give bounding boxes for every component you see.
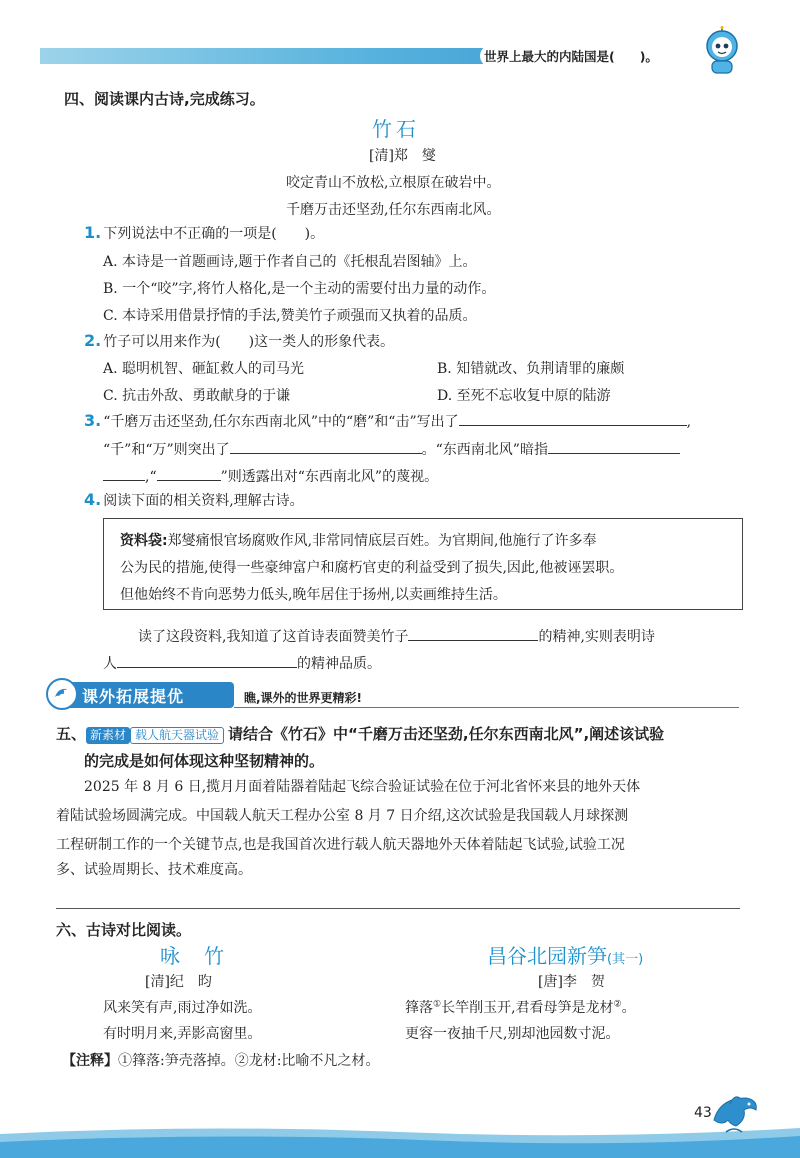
q1-number: 1. (84, 223, 102, 242)
page-number: 43 (694, 1105, 712, 1121)
footer-wave (0, 1118, 800, 1158)
q4-answer-line-1 (138, 626, 655, 646)
poem-left-author: [清]纪 昀 (145, 974, 212, 990)
poem-author: [清]郑 燮 (369, 148, 436, 164)
section5-answer-line[interactable] (56, 908, 740, 909)
poem-right-author: [唐]李 贺 (538, 974, 605, 990)
q1-option-a: A. 本诗是一首题画诗,题于作者自己的《托根乱岩图轴》上。 (103, 254, 477, 270)
q2-stem (84, 331, 394, 351)
footnote-2-mark: ② (613, 999, 622, 1010)
q4-answer-text-c: 人 (103, 656, 117, 672)
q2-option-b: B. 知错就改、负荆请罪的廉颇 (437, 361, 625, 377)
section5-question-text-1: 请结合《竹石》中“千磨万击还坚劲,任尔东西南北风”,阐述该试验 (228, 725, 665, 743)
material-text-1: 郑燮痛恨官场腐败作风,非常同情底层百姓。为官期间,他施行了许多奉 (167, 533, 597, 549)
q4-stem (84, 490, 304, 510)
q3-comma: , (686, 414, 692, 430)
q4-answer-text-a: 读了这段资料,我知道了这首诗表面赞美竹子 (138, 629, 409, 645)
q3-number: 3. (84, 411, 102, 430)
poem-right-line-1-b: 长竿削玉开,君看母笋是龙材 (441, 1000, 614, 1016)
material-line-2: 公为民的措施,使得一些豪绅富户和腐朽官吏的利益受到了损失,因此,他被诬罢职。 (120, 560, 624, 576)
section5-passage-2: 着陆试验场圆满完成。中国载人航天工程办公室 8 月 7 日介绍,这次试验是我国载人月球探测 (56, 808, 629, 824)
header-question: 世界上最大的内陆国是( )。 (484, 49, 658, 64)
notes-label: 【注释】 (62, 1053, 118, 1069)
poem-right-line-1-a: 箨落 (405, 1000, 433, 1016)
material-line-3: 但他始终不肯向恶势力低头,晚年居住于扬州,以卖画维持生活。 (120, 587, 507, 603)
poem-right-line-1-c: 。 (621, 1000, 636, 1016)
dolphin-emblem-icon (52, 684, 72, 704)
notes-text: ①箨落:笋壳落掉。②龙材:比喻不凡之材。 (118, 1053, 380, 1069)
poem-right-line-2: 更容一夜抽千尺,别却池园数寸泥。 (405, 1026, 620, 1042)
section6-title: 六、古诗对比阅读。 (56, 921, 192, 939)
q1-text: 下列说法中不正确的一项是( )。 (103, 226, 325, 242)
poem-right-title-suffix: (其一) (607, 952, 644, 967)
q3-blank-4[interactable] (103, 466, 145, 481)
q3-blank-3[interactable] (548, 439, 680, 454)
poem-left-line-2: 有时明月来,弄影高窗里。 (103, 1026, 262, 1042)
q4-number: 4. (84, 490, 102, 509)
q4-answer-text-b: 的精神,实则表明诗 (538, 629, 655, 645)
q2-number: 2. (84, 331, 102, 350)
q2-option-c: C. 抗击外敌、勇敢献身的于谦 (103, 388, 291, 404)
q4-blank-1[interactable] (408, 626, 538, 641)
topic-tag: 载人航天器试验 (130, 727, 224, 744)
poem-left-line-1: 风来笑有声,雨过净如洗。 (103, 1000, 262, 1016)
new-material-tag: 新素材 (86, 727, 130, 744)
poem-right-line-1 (405, 997, 636, 1017)
section5-number: 五、 (56, 725, 87, 743)
q3-text-c: 。“东西南北风”暗指 (421, 442, 548, 458)
dolphin-icon (706, 1090, 762, 1140)
q4-text: 阅读下面的相关资料,理解古诗。 (103, 493, 304, 509)
poem-right-title: 昌谷北园新笋 (487, 944, 607, 968)
robot-mascot-icon (700, 26, 744, 76)
poem-left-title: 咏 竹 (160, 944, 226, 968)
section5-passage-4: 多、试验周期长、技术难度高。 (56, 862, 252, 878)
q4-answer-text-d: 的精神品质。 (297, 656, 381, 672)
poem-title: 竹石 (372, 117, 420, 141)
q3-blank-5[interactable] (157, 466, 221, 481)
q3-text-d: ,“ (145, 469, 157, 485)
banner-subtitle: 瞧,课外的世界更精彩! (244, 691, 363, 705)
q1-stem (84, 223, 324, 243)
q2-option-d: D. 至死不忘收复中原的陆游 (437, 388, 611, 404)
material-label: 资料袋: (120, 533, 168, 549)
q4-blank-2[interactable] (117, 653, 297, 668)
q3-text-a: “千磨万击还坚劲,任尔东西南北风”中的“磨”和“击”写出了 (103, 414, 459, 430)
material-line-1 (120, 528, 597, 555)
footnote-1-mark: ① (433, 999, 442, 1010)
q1-option-b: B. 一个“咬”字,将竹人格化,是一个主动的需要付出力量的动作。 (103, 281, 496, 297)
q3-text-e: ”则透露出对“东西南北风”的蔑视。 (220, 469, 439, 485)
section4-title: 四、阅读课内古诗,完成练习。 (64, 90, 265, 108)
banner-underline (234, 707, 739, 708)
q2-text: 竹子可以用来作为( )这一类人的形象代表。 (103, 334, 395, 350)
poem-right-title-row (487, 940, 643, 969)
q3-blank-2[interactable] (230, 439, 422, 454)
section5-passage-3: 工程研制工作的一个关键节点,也是我国首次进行载人航天器地外天体着陆起飞试验,试验工况 (56, 837, 625, 853)
poem-line-1: 咬定青山不放松,立根原在破岩中。 (286, 175, 501, 191)
poem-line-2: 千磨万击还坚劲,任尔东西南北风。 (286, 202, 501, 218)
q3-line-2 (103, 439, 680, 459)
section5-passage-1: 2025 年 8 月 6 日,揽月月面着陆器着陆起飞综合验证试验在位于河北省怀来县的地外天体 (84, 779, 641, 795)
q2-option-a: A. 聪明机智、砸缸救人的司马光 (103, 361, 305, 377)
q4-answer-line-2 (103, 653, 381, 673)
section5-question-line-1 (56, 723, 664, 744)
section5-question-line-2: 的完成是如何体现这种坚韧精神的。 (84, 752, 325, 770)
banner-title: 课外拓展提优 (82, 687, 185, 706)
q3-line-1 (84, 411, 691, 431)
q3-text-b: “千”和“万”则突出了 (103, 442, 230, 458)
q1-option-c: C. 本诗采用借景抒情的手法,赞美竹子顽强而又执着的品质。 (103, 308, 477, 324)
q3-line-3 (103, 466, 438, 486)
q3-blank-1[interactable] (459, 411, 687, 426)
notes (62, 1050, 379, 1070)
